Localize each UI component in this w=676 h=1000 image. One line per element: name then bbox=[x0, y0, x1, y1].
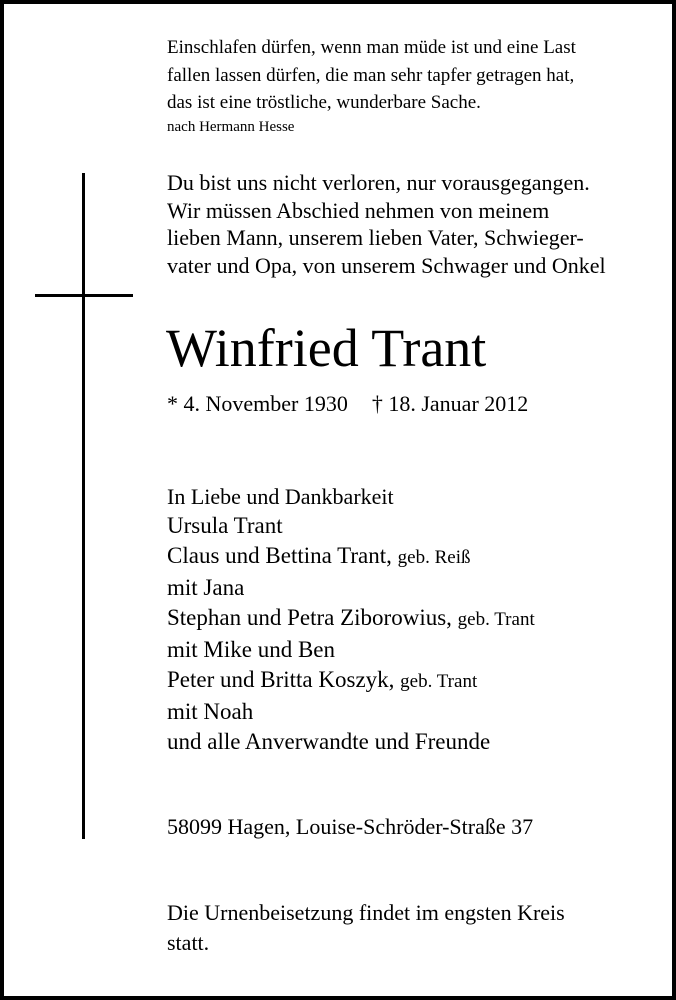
deceased-name: Winfried Trant bbox=[166, 318, 487, 378]
mourner-row bbox=[167, 665, 535, 697]
mourner-row bbox=[167, 727, 535, 757]
death-date: † 18. Januar 2012 bbox=[371, 391, 529, 416]
mourner-row bbox=[167, 511, 535, 541]
mourner-name: Stephan und Petra Ziborowius, bbox=[167, 605, 452, 630]
mourner-row bbox=[167, 697, 535, 727]
intro-line: lieben Mann, unserem lieben Vater, Schwieger- bbox=[167, 225, 584, 250]
quote-line: Einschlafen dürfen, wenn man müde ist und eine Last bbox=[167, 37, 576, 58]
intro-line: vater und Opa, von unserem Schwager und Onkel bbox=[167, 252, 606, 278]
mourner-name: mit Jana bbox=[167, 575, 245, 600]
mourner-name: Claus und Bettina Trant, bbox=[167, 543, 392, 568]
burial-line: statt. bbox=[167, 930, 210, 955]
mourner-row bbox=[167, 541, 535, 573]
mourner-name: mit Mike und Ben bbox=[167, 637, 336, 662]
mourner-name: Ursula Trant bbox=[167, 513, 283, 538]
mourners-heading: In Liebe und Dankbarkeit bbox=[167, 484, 394, 509]
maiden-name: geb. Trant bbox=[400, 671, 478, 692]
life-dates bbox=[167, 390, 528, 418]
maiden-name: geb. Trant bbox=[457, 609, 535, 630]
burial-notice bbox=[167, 898, 565, 958]
mourner-name: mit Noah bbox=[167, 699, 254, 724]
burial-line: Die Urnenbeisetzung findet im engsten Kreis bbox=[167, 900, 565, 925]
mourner-row bbox=[167, 635, 535, 665]
cross-icon bbox=[82, 173, 85, 839]
intro-line: Wir müssen Abschied nehmen von meinem bbox=[167, 197, 550, 223]
mourners-list bbox=[167, 483, 535, 757]
quote-line: das ist eine tröstliche, wunderbare Sache. bbox=[167, 92, 481, 113]
mourner-row bbox=[167, 603, 535, 635]
mourner-name: Peter und Britta Koszyk, bbox=[167, 667, 395, 692]
quote-block bbox=[167, 34, 576, 137]
family-address: 58099 Hagen, Louise-Schröder-Straße 37 bbox=[167, 814, 534, 839]
quote-line: fallen lassen dürfen, die man sehr tapfer getragen hat, bbox=[167, 64, 575, 86]
cross-crossbar bbox=[35, 294, 133, 297]
mourner-name: und alle Anverwandte und Freunde bbox=[167, 729, 491, 754]
intro-text bbox=[167, 169, 606, 279]
maiden-name: geb. Reiß bbox=[397, 547, 471, 568]
intro-line: Du bist uns nicht verloren, nur vorausgegangen. bbox=[167, 170, 590, 195]
quote-author: nach Hermann Hesse bbox=[167, 118, 295, 135]
mourner-row bbox=[167, 573, 535, 603]
birth-date: * 4. November 1930 bbox=[167, 391, 348, 416]
